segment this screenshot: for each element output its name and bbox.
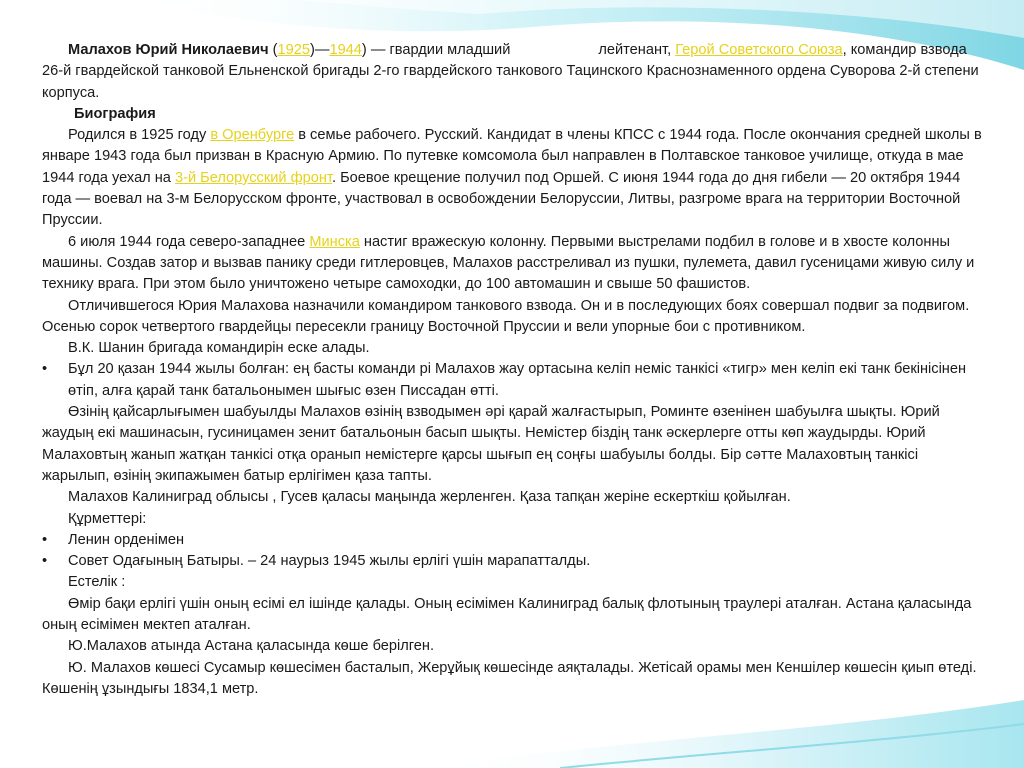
hero-title-link[interactable]: Герой Советского Союза — [675, 42, 843, 58]
list-item: • Ленин орденімен — [42, 530, 982, 551]
orenburg-link[interactable]: в Оренбурге — [210, 127, 295, 144]
person-name: Малахов Юрий Николаевич — [68, 42, 269, 58]
year-birth-link[interactable]: 1925 — [277, 42, 310, 58]
awards-heading: Құрметтері: — [68, 510, 147, 527]
kz-paragraph-3: Малахов Калиниград облысы , Гусев қаласы маңында жерленген. Қаза тапқан жеріне ескерткіш қойылған. — [68, 489, 791, 506]
memory-paragraph-2: Ю.Малахов атында Астана қаласында көше берілген. — [68, 638, 434, 655]
year-death-link[interactable]: 1944 — [329, 42, 362, 58]
bio-paragraph-3: Отличившегося Юрия Малахова назначили командиром танкового взвода. Он и в последующих боях совершал подвиг за подвигом. Осенью сорок четвертого гвардейцы пересекли границу Восточной Пруссии и вели упорные бои с противником. — [42, 297, 970, 335]
bio-paragraph-1: Родился в 1925 году в Оренбурге в семье рабочего. Русский. Кандидат в члены КПСС с 1944 года. После окончания средней школы в январе 1943 года был призван в Красную Армию. По путевке комсомола был направлен в Полтавское танковое училище, откуда в мае 1944 года уехал на 3-й Белорусский фронт. Боевое крещение получил под Оршей. С июня 1944 года до дня гибели — 20 октября 1944 года — воевал на 3-м Белорусском фронте, участвовал в освобождении Белоруссии, Литвы, разгроме врага на территории Восточной Пруссии. — [42, 127, 982, 229]
kz-paragraph-1: В.К. Шанин бригада командирін еске алады. — [68, 340, 370, 357]
list-item: • Совет Одағының Батыры. – 24 наурыз 1945 жылы ерлігі үшін марапатталды. — [42, 551, 982, 572]
memory-heading: Естелік : — [68, 574, 126, 591]
intro-paragraph: Малахов Юрий Николаевич (1925)—1944) — гвардии младший лейтенант, Герой Советского Союза, командир взвода 26-й гвардейской танковой Ельненской бригады 2-го гвардейского танкового Тацинского Краснознаменного ордена Суворова 2-й степени корпуса. — [42, 42, 979, 101]
minsk-link[interactable]: Минска — [309, 233, 360, 250]
bio-paragraph-2: 6 июля 1944 года северо-западнее Минска настиг вражескую колонну. Первыми выстрелами подбил в голове и в хвосте колонны машины. Создав затор и вызвав панику среди гитлеровцев, Малахов расстреливал из пушки, пулемета, давил гусеницами живую силу и технику врага. При этом было уничтожено четыре самоходки, до 100 автомашин и свыше 50 фашистов. — [42, 233, 975, 293]
memory-paragraph-1: Өмір бақи ерлігі үшін оның есімі ел ішінде қалады. Оның есімімен Калиниград балық флотының траулері аталған. Астана қаласында оның есімімен мектеп аталған. — [42, 595, 972, 634]
memory-paragraph-3: Ю. Малахов көшесі Сусамыр көшесімен басталып, Жерұйық көшесінде аяқталады. Жетісай орамы мен Кеншілер көшесін қиып өтеді. Көшенің ұзындығы 1834,1 метр. — [42, 659, 977, 697]
list-item: • Бұл 20 қазан 1944 жылы болған: ең басты команди рі Малахов жау ортасына келіп неміс танкісі «тигр» мен келіп екі танк бекінісінен өтіп, алға қарай танк батальонымен шығыс өзен Писсадан өтті. — [42, 361, 967, 399]
kz-paragraph-2: Өзінің қайсарлығымен шабуылды Малахов өзінің взводымен әрі қарай жалғастырып, Роминте өзенінен шабуылға шықты. Юрий жаудың екі машинасын, гусиницамен зенит батальонын басып шықты. Немістер біздің танк әскерлерге отты көп жаудырды. Юрий Малаховтың жанып жатқан танкісі отқа оранып немістерге қарсы шығып ең соңғы шабуылы болды. Бір сәтте Малаховтың танкісі жарылып, өзінің экипажымен батыр ерлігімен қаза тапты. — [42, 404, 940, 484]
biography-heading: Биография — [74, 105, 156, 122]
front-link[interactable]: 3-й Белорусский фронт — [174, 169, 332, 186]
document-body — [42, 40, 982, 700]
bullet-icon: • — [42, 531, 48, 548]
bullet-icon: • — [42, 553, 48, 570]
bullet-icon: • — [42, 361, 48, 378]
